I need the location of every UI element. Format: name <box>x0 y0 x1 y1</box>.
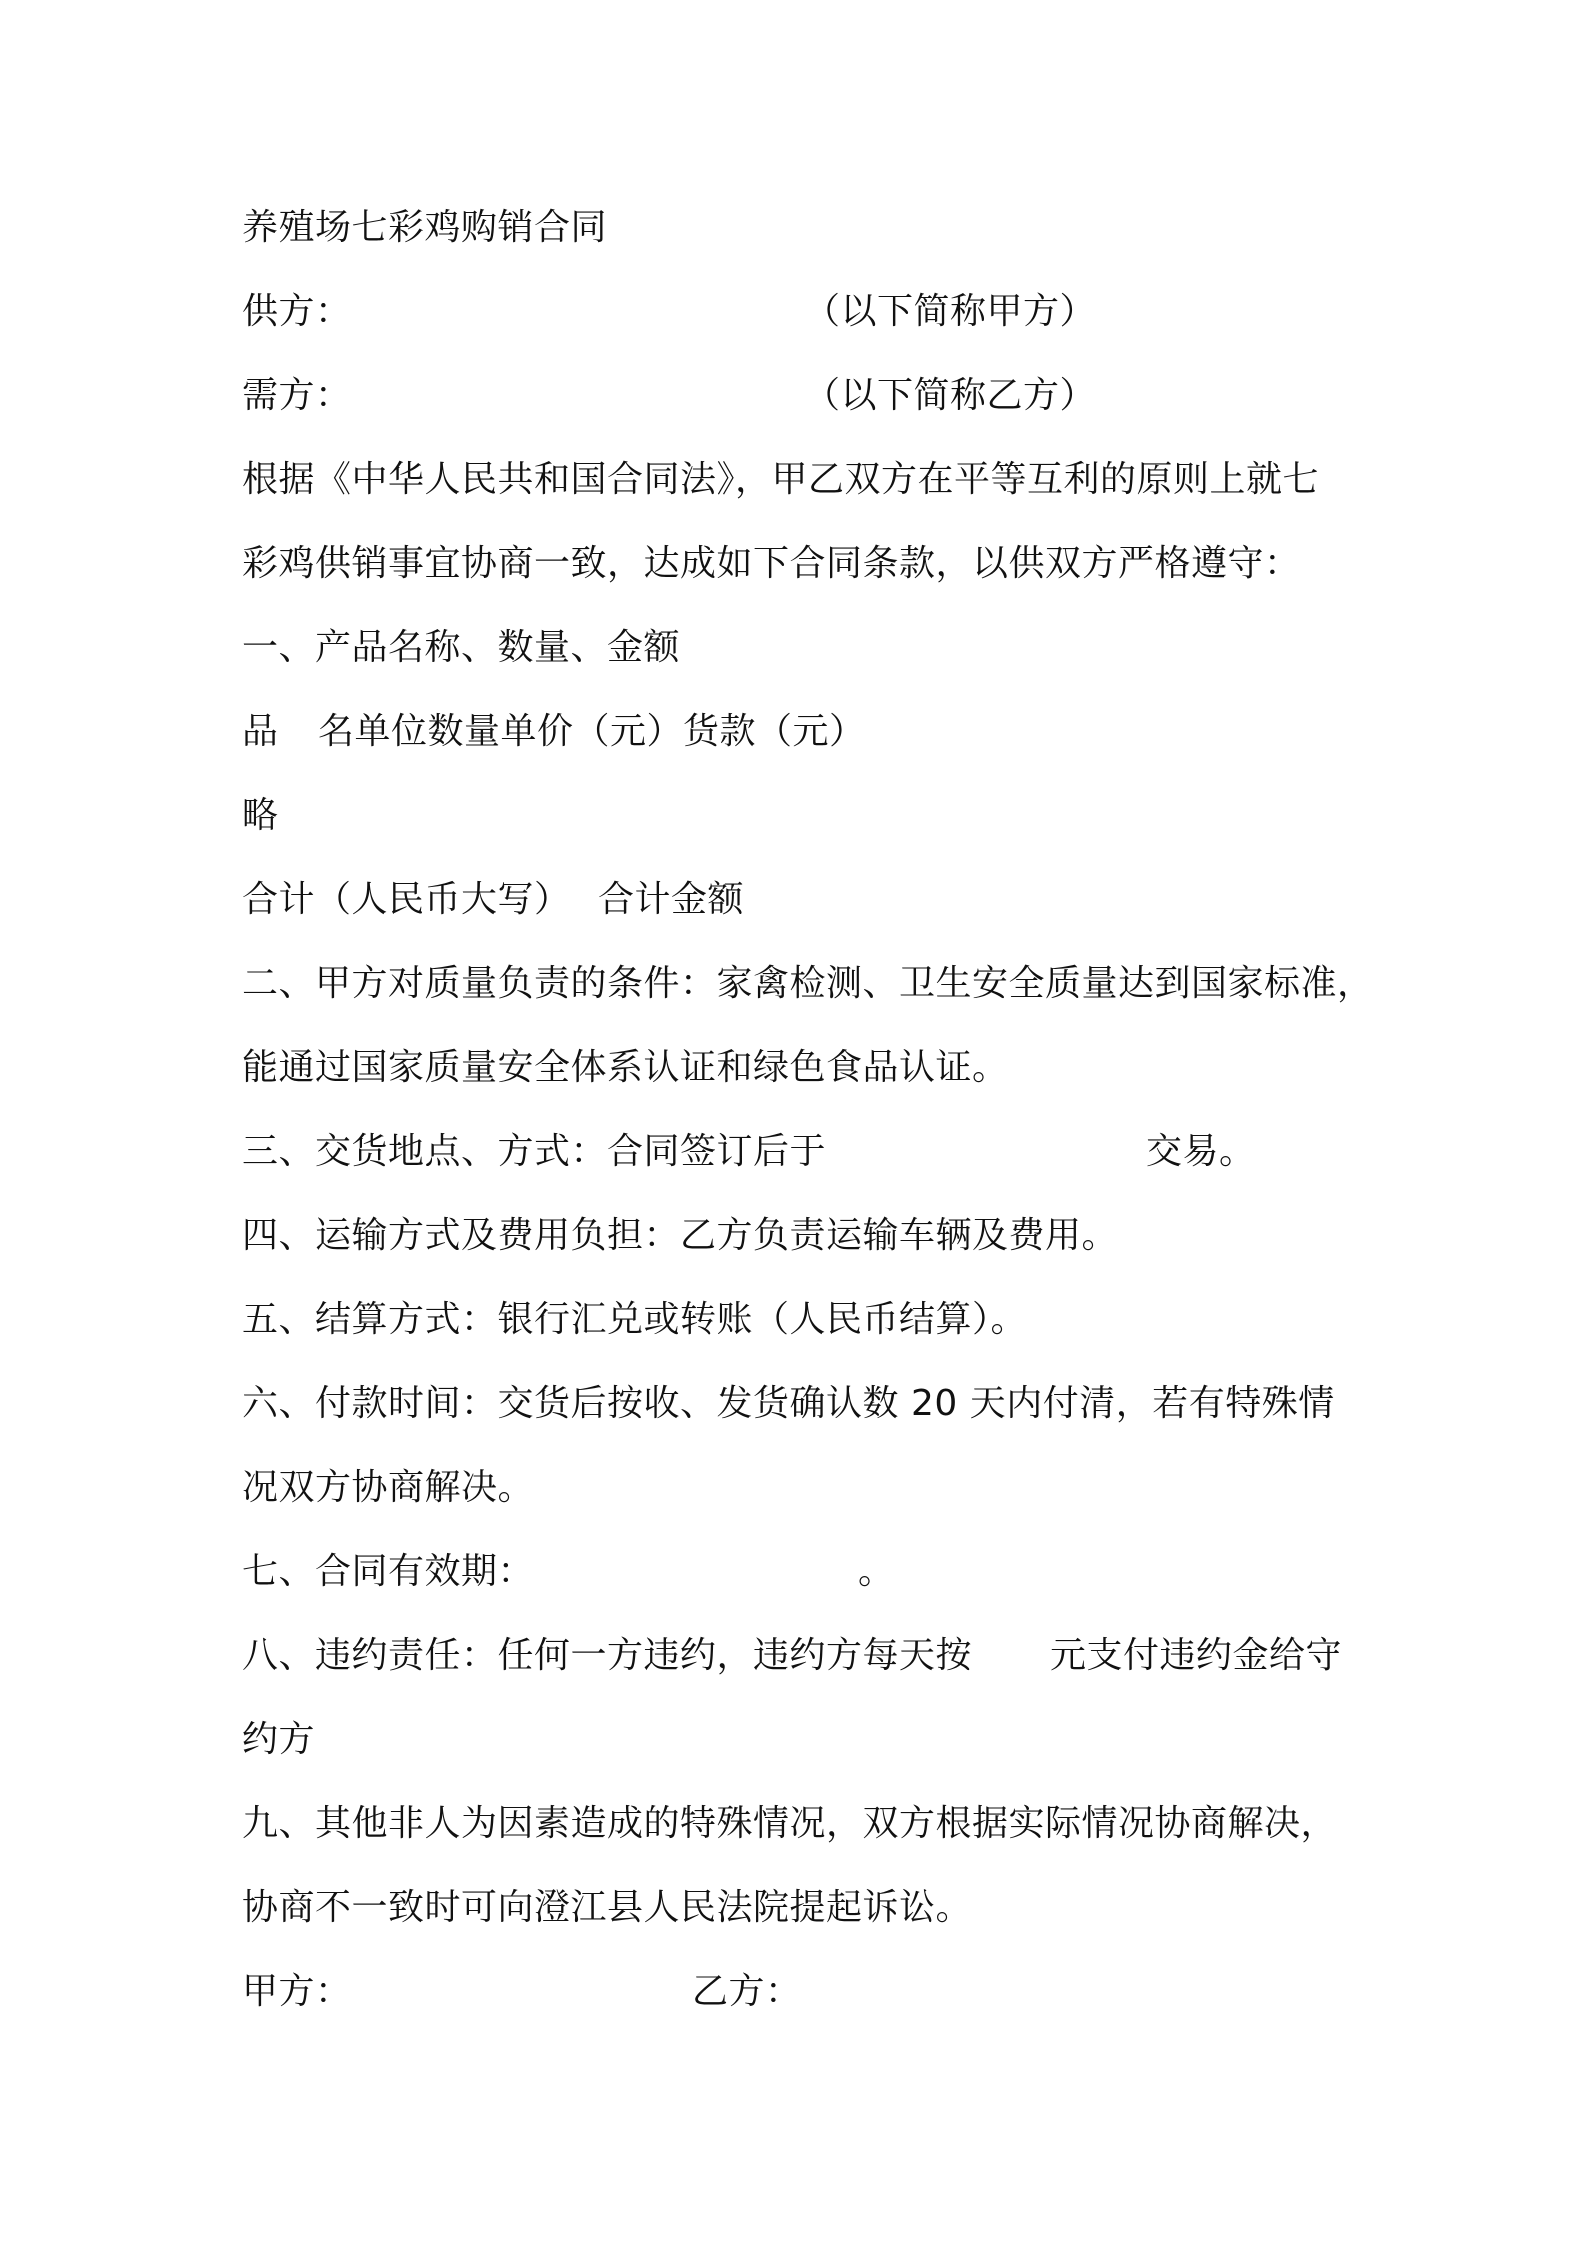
buyer-note: （以下简称乙方） <box>804 375 1097 416</box>
section-6-line-1: 六、付款时间：交货后按收、发货确认数 20 天内付清，若有特殊情 <box>242 1383 1335 1424</box>
section-8-line-2: 约方 <box>242 1719 316 1760</box>
total-label: 合计（人民币大写） <box>242 879 571 920</box>
supplier-line <box>242 284 1097 340</box>
section-3-prefix: 三、交货地点、方式：合同签订后于 <box>242 1131 827 1172</box>
buyer-line <box>242 368 1097 424</box>
total-amount: 合计金额 <box>598 879 745 920</box>
party-b-label: 乙方： <box>692 1971 802 2012</box>
buyer-label: 需方： <box>242 375 352 416</box>
section-3-suffix: 交易。 <box>1146 1131 1256 1172</box>
party-a-label: 甲方： <box>242 1971 352 2012</box>
section-9-line-1: 九、其他非人为因素造成的特殊情况，双方根据实际情况协商解决， <box>242 1803 1338 1844</box>
section-2-line-2: 能通过国家质量安全体系认证和绿色食品认证。 <box>242 1047 1009 1088</box>
signature-line <box>242 1964 802 2020</box>
section-7-suffix: 。 <box>858 1551 895 1592</box>
table-header-columns: 名单位数量单价（元）货款（元） <box>318 711 866 752</box>
supplier-note: （以下简称甲方） <box>804 291 1097 332</box>
section-7-prefix: 七、合同有效期： <box>242 1551 535 1592</box>
section-8-prefix: 八、违约责任：任何一方违约，违约方每天按 <box>242 1635 973 1676</box>
section-2-line-1: 二、甲方对质量负责的条件：家禽检测、卫生安全质量达到国家标准， <box>242 963 1374 1004</box>
table-body: 略 <box>242 795 279 836</box>
section-3-line <box>242 1124 1256 1180</box>
table-header-line <box>242 704 866 760</box>
section-8-line-1 <box>242 1628 1343 1684</box>
section-6-line-2: 况双方协商解决。 <box>242 1467 535 1508</box>
section-9-line-2: 协商不一致时可向澄江县人民法院提起诉讼。 <box>242 1887 973 1928</box>
document-title: 养殖场七彩鸡购销合同 <box>242 207 608 248</box>
total-line <box>242 872 745 928</box>
table-header-product: 品 <box>242 711 279 752</box>
section-8-suffix: 元支付违约金给守 <box>1050 1635 1343 1676</box>
section-5: 五、结算方式：银行汇兑或转账（人民币结算）。 <box>242 1299 1028 1340</box>
intro-line-2: 彩鸡供销事宜协商一致，达成如下合同条款，以供双方严格遵守： <box>242 543 1301 584</box>
section-7-line <box>242 1544 895 1600</box>
section-1-heading: 一、产品名称、数量、金额 <box>242 627 681 668</box>
section-4: 四、运输方式及费用负担：乙方负责运输车辆及费用。 <box>242 1215 1119 1256</box>
supplier-label: 供方： <box>242 291 352 332</box>
intro-line-1: 根据《中华人民共和国合同法》，甲乙双方在平等互利的原则上就七 <box>242 459 1320 500</box>
